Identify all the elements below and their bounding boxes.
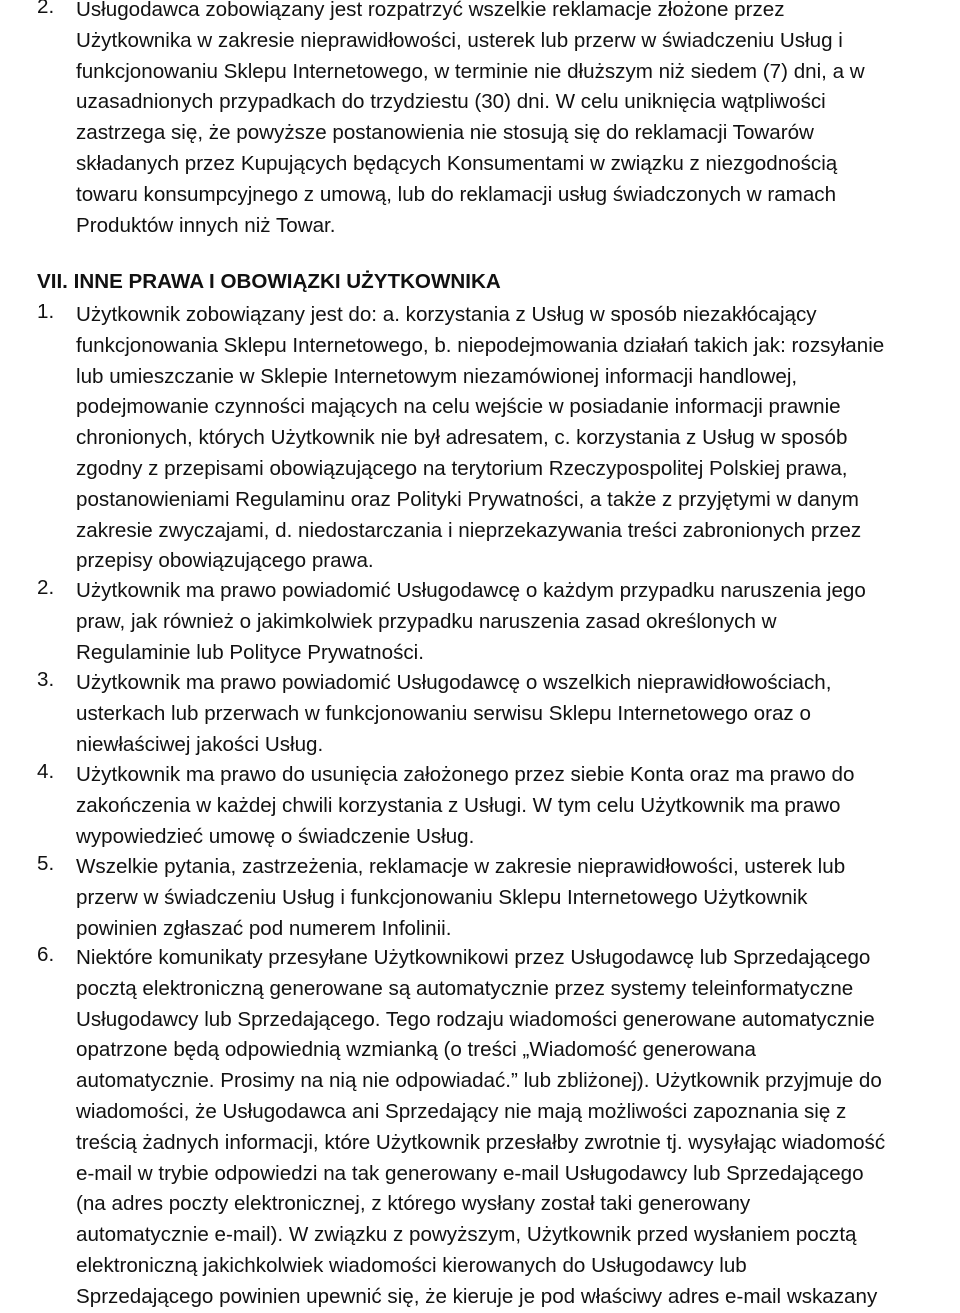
text-line: automatycznie e-mail). W związku z powyższym, Użytkownik przed wysłaniem pocztą [76,1223,857,1247]
text-line: przerw w świadczeniu Usług i funkcjonowaniu Sklepu Internetowego Użytkownik [76,885,808,909]
text-line: zakresie zwyczajami, d. niedostarczania i nieprzekazywania treści zabronionych przez [76,518,862,542]
list-item-number: 1. [37,300,55,323]
text-line: Regulaminie lub Polityce Prywatności. [76,640,424,664]
text-line: zgodny z przepisami obowiązującego na terytorium Rzeczypospolitej Polskiej prawa, [76,456,848,480]
text-line: zastrzega się, że powyższe postanowienia nie stosują się do reklamacji Towarów [76,121,814,145]
list-item-number: 5. [37,852,55,875]
list-item-text [76,668,960,760]
text-line: towaru konsumpcyjnego z umową, lub do reklamacji usług świadczonych w ramach [76,182,837,206]
text-line: postanowieniami Regulaminu oraz Polityki Prywatności, a także z przyjętymi w danym [76,487,859,511]
list-item-number: 2. [37,0,55,18]
text-line: Użytkownik ma prawo powiadomić Usługodawcę o każdym przypadku naruszenia jego [76,579,866,602]
text-line: funkcjonowaniu Sklepu Internetowego, w terminie nie dłuższym niż siedem (7) dni, a w [76,59,865,83]
text-line: automatycznie. Prosimy na nią nie odpowiadać.” lub zbliżonej). Użytkownik przyjmuje do [76,1069,882,1093]
text-line: lub umieszczanie w Sklepie Internetowym niezamówionej informacji handlowej, [76,364,798,388]
section-heading: VII. INNE PRAWA I OBOWIĄZKI UŻYTKOWNIKA [37,270,501,293]
text-line: Użytkownik ma prawo do usunięcia założonego przez siebie Konta oraz ma prawo do [76,763,855,786]
list-item-number: 4. [37,760,55,783]
text-line: opatrzone będą odpowiednią wzmianką (o treści „Wiadomość generowana [76,1038,756,1062]
text-line: Wszelkie pytania, zastrzeżenia, reklamacje w zakresie nieprawidłowości, usterek lub [76,855,846,878]
text-line: treścią żadnych informacji, które Użytkownik przesłałby zwrotnie tj. wysyłając wiadomość [76,1130,886,1154]
text-line: Niektóre komunikaty przesyłane Użytkownikowi przez Usługodawcę lub Sprzedającego [76,946,871,969]
text-line: elektroniczną jakichkolwiek wiadomości kierowanych do Usługodawcy lub [76,1253,747,1277]
list-item-text [76,760,960,852]
list-item-number: 3. [37,668,55,691]
list-item-text [76,0,960,241]
list-item-text [76,576,960,668]
text-line: Użytkownik ma prawo powiadomić Usługodawcę o wszelkich nieprawidłowościach, [76,671,832,694]
list-item-text [76,943,960,1313]
text-line: (na adres poczty elektronicznej, z którego wysłany został taki generowany [76,1192,751,1216]
text-line: Usługodawcy lub Sprzedającego. Tego rodzaju wiadomości generowane automatycznie [76,1007,875,1031]
text-line: powinien zgłaszać pod numerem Infolinii. [76,916,452,940]
text-line: Produktów innych niż Towar. [76,213,336,237]
text-line: chronionych, których Użytkownik nie był adresatem, c. korzystania z Usług w sposób [76,426,848,450]
text-line: wiadomości, że Usługodawca ani Sprzedający nie mają możliwości zapoznania się z [76,1099,847,1123]
text-line: Użytkownika w zakresie nieprawidłowości, usterek lub przerw w świadczeniu Usług i [76,28,843,52]
list-item-number: 6. [37,943,55,966]
text-line: Sprzedającego powinien upewnić się, że kieruje je pod właściwy adres e-mail wskazany [76,1284,878,1308]
text-line: uzasadnionych przypadkach do trzydziestu (30) dni. W celu uniknięcia wątpliwości [76,90,826,114]
text-line: niewłaściwej jakości Usług. [76,732,324,756]
text-line: Usługodawca zobowiązany jest rozpatrzyć wszelkie reklamacje złożone przez [76,0,785,21]
text-line: funkcjonowania Sklepu Internetowego, b. niepodejmowania działań takich jak: rozsyłanie [76,333,885,357]
text-line: pocztą elektroniczną generowane są automatycznie przez systemy teleinformatyczne [76,976,854,1000]
text-line: usterkach lub przerwach w funkcjonowaniu serwisu Sklepu Internetowego oraz o [76,701,811,725]
text-line: podejmowanie czynności mających na celu wejście w posiadanie informacji prawnie [76,395,841,419]
list-item-text [76,300,960,577]
text-line: praw, jak również o jakimkolwiek przypadku naruszenia zasad określonych w [76,609,777,633]
text-line: zakończenia w każdej chwili korzystania z Usługi. W tym celu Użytkownik ma prawo [76,793,841,817]
text-line: e-mail w trybie odpowiedzi na tak generowany e-mail Usługodawcy lub Sprzedającego [76,1161,864,1185]
text-line: Użytkownik zobowiązany jest do: a. korzystania z Usług w sposób niezakłócający [76,303,817,326]
text-line: składanych przez Kupujących będących Konsumentami w związku z niezgodnością [76,151,838,175]
list-item-text [76,852,960,944]
text-line: wypowiedzieć umowę o świadczenie Usług. [76,824,475,848]
text-line: przepisy obowiązującego prawa. [76,549,374,573]
list-item-number: 2. [37,576,55,599]
